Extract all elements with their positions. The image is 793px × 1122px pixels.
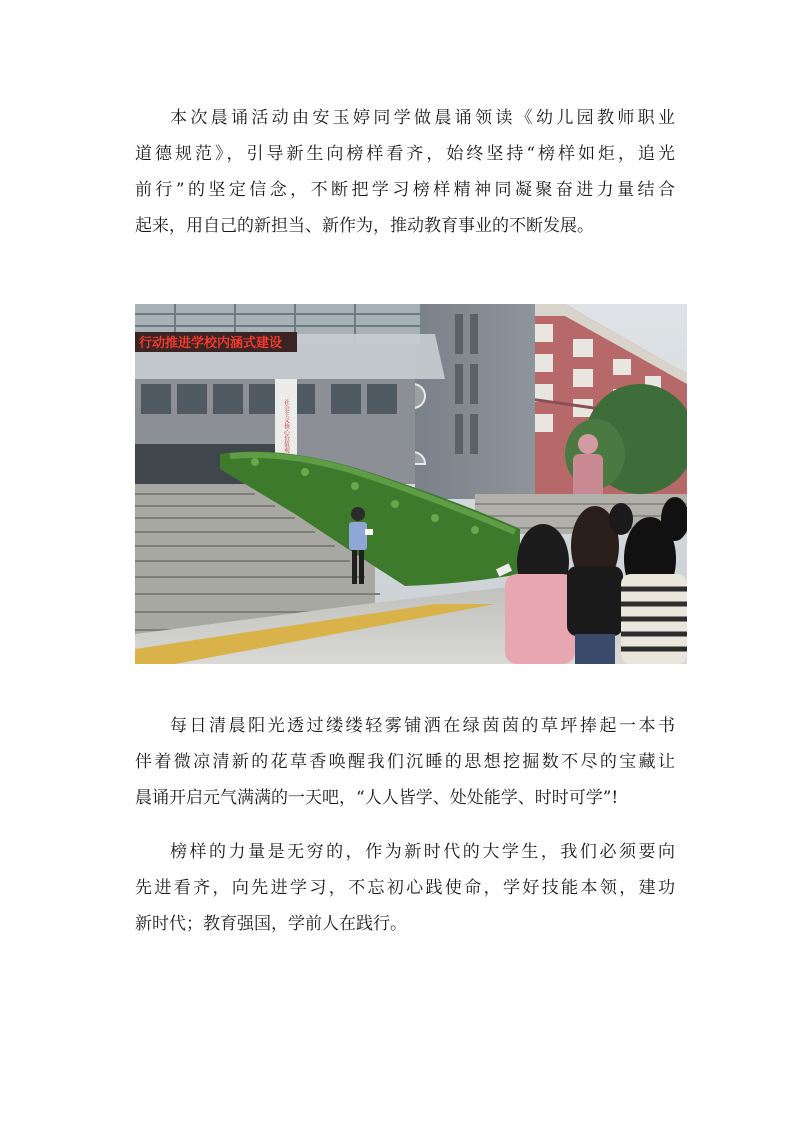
paragraph-2-line: 晨诵开启元气满满的一天吧，“人人皆学、处处能学、时时可学”!	[135, 788, 619, 808]
paragraph-2-line: 每日清晨阳光透过缕缕轻雾铺洒在绿茵茵的草坪捧起一本书	[170, 716, 675, 736]
paragraph-1	[135, 100, 675, 244]
paragraph-3	[135, 834, 675, 942]
paragraph-1-line: 前行”的坚定信念，不断把学习榜样精神同凝聚奋进力量结合	[135, 180, 675, 200]
paragraph-3-line: 榜样的力量是无穷的，作为新时代的大学生，我们必须要向	[170, 842, 675, 862]
paragraph-1-line: 本次晨诵活动由安玉婷同学做晨诵领读《幼儿园教师职业	[170, 108, 675, 128]
morning-reading-photo	[135, 304, 687, 664]
banner-text: 行动推进学校内涵式建设	[139, 336, 283, 351]
paragraph-3-line: 新时代；教育强国，学前人在践行。	[135, 914, 407, 934]
paragraph-3-line: 先进看齐，向先进学习，不忘初心践使命，学好技能本领，建功	[135, 878, 675, 898]
paragraph-1-line: 道德规范》，引导新生向榜样看齐，始终坚持“榜样如炬，追光	[135, 144, 675, 164]
paragraph-2-line: 伴着微凉清新的花草香唤醒我们沉睡的思想挖掘数不尽的宝藏让	[135, 752, 675, 772]
pillar-text: 社会主义核心价值观	[282, 399, 290, 453]
paragraph-1-line: 起来，用自己的新担当、新作为，推动教育事业的不断发展。	[135, 216, 594, 236]
paragraph-2	[135, 708, 675, 816]
